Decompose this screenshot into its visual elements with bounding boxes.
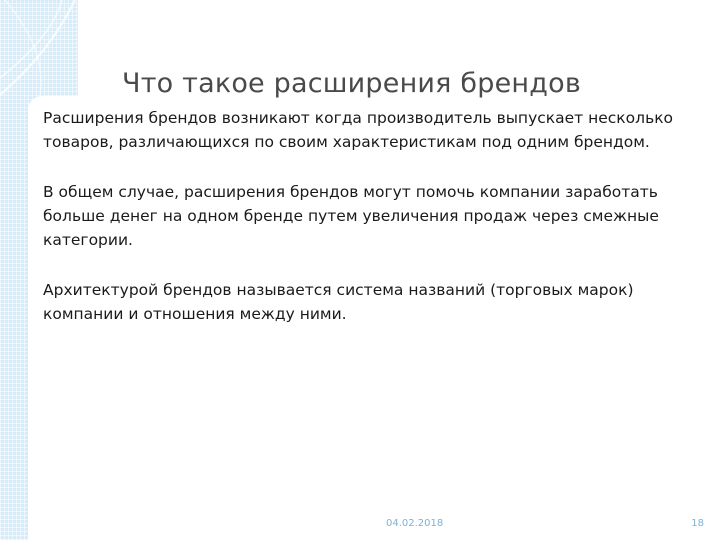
paragraph-1: Расширения брендов возникают когда производитель выпускает несколько товаров, различающихся по своим характеристикам под одним брендом. [43,109,674,151]
paragraph-2: В общем случае, расширения брендов могут помочь компании заработать больше денег на одном бренде путем увеличения продаж через смежные категории. [43,183,659,249]
slide-body [43,106,683,352]
page-number: 18 [691,518,704,529]
footer-date: 04.02.2018 [386,518,444,529]
slide-title: Что такое расширения брендов [122,68,581,100]
paragraph-3: Архитектурой брендов называется система названий (торговых марок) компании и отношения между ними. [43,281,634,323]
